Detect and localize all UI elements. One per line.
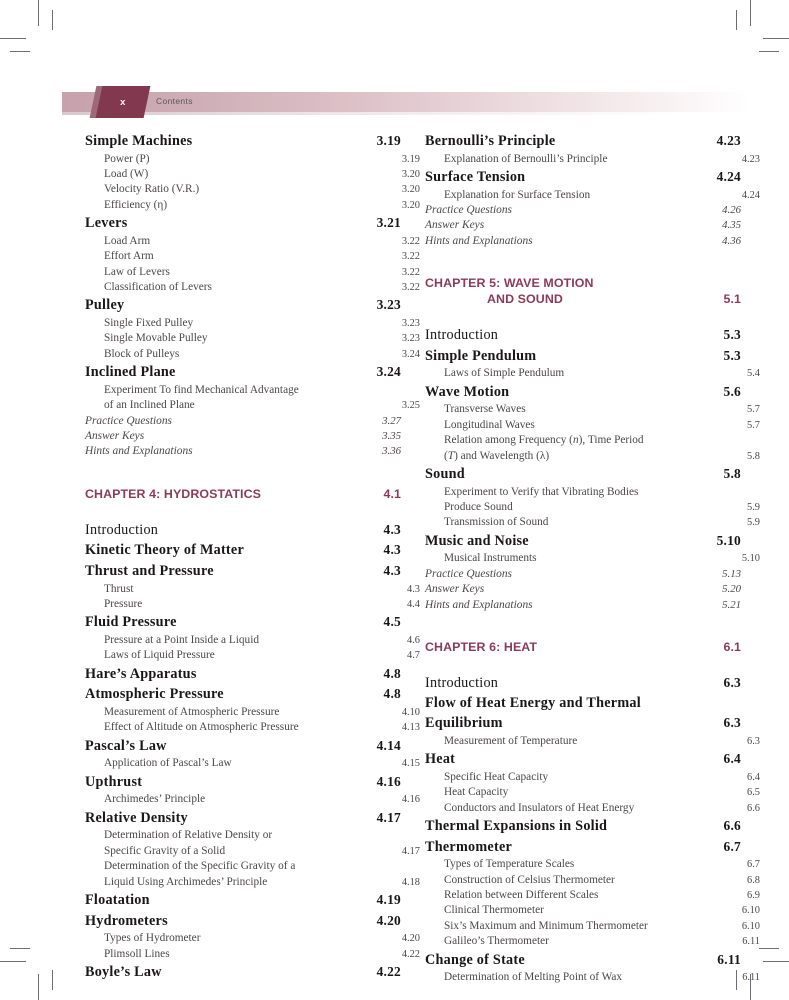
toc-entry-sub[interactable] (85, 167, 420, 182)
toc-entry-page-number: 4.16 (401, 794, 420, 806)
toc-entry-page-number: 4.24 (716, 169, 741, 184)
spacer (425, 249, 741, 275)
toc-entry-label: Produce Sound (444, 501, 513, 514)
toc-entry-label: Heat Capacity (444, 786, 509, 799)
toc-entry-sub[interactable] (425, 770, 760, 785)
running-header-title: Contents (156, 96, 193, 106)
toc-entry-label: Liquid Using Archimedes’ Principle (104, 875, 268, 888)
toc-entry-page-number: 3.21 (376, 215, 401, 231)
toc-entry-page-number: 4.5 (383, 614, 401, 630)
toc-entry-page-number: 4.35 (722, 219, 741, 232)
toc-entry-page-number: 6.4 (747, 771, 760, 783)
toc-entry-sub[interactable] (425, 402, 760, 417)
toc-entry-label: Thermometer (425, 838, 513, 855)
toc-entry-sub[interactable] (425, 485, 760, 500)
toc-entry-heading[interactable] (425, 325, 741, 346)
toc-entry-page-number: 4.4 (407, 599, 420, 611)
toc-entry-heading[interactable] (425, 167, 741, 188)
toc-entry-label: Fluid Pressure (85, 614, 177, 631)
toc-entry-heading[interactable] (425, 131, 741, 152)
toc-entry-sub[interactable] (425, 785, 760, 800)
toc-entry-page-number: 3.25 (401, 400, 420, 412)
toc-entry-label: Introduction (85, 521, 159, 538)
toc-entry-italic[interactable] (425, 567, 741, 582)
toc-entry-heading[interactable] (85, 295, 401, 316)
toc-entry-label: Single Movable Pulley (104, 332, 208, 345)
toc-entry-page-number: 3.22 (401, 251, 420, 263)
toc-entry-sub[interactable] (85, 331, 420, 346)
toc-entry-label: Types of Temperature Scales (444, 858, 575, 871)
toc-entry-sub[interactable] (85, 947, 420, 962)
toc-entry-page-number: 3.27 (382, 414, 401, 427)
page-folio-number: x (120, 96, 126, 108)
toc-entry-page-number: 4.20 (401, 933, 420, 945)
toc-entry-label: Hare’s Apparatus (85, 665, 197, 682)
toc-entry-page-number: 3.19 (376, 133, 401, 148)
toc-entry-sub[interactable] (85, 931, 420, 946)
toc-entry-sub[interactable] (85, 198, 420, 213)
toc-entry-page-number: 4.23 (741, 153, 760, 165)
toc-entry-label: Inclined Plane (85, 364, 176, 381)
crop-mark-top-left-vertical (38, 0, 39, 26)
toc-entry-page-number: 4.23 (716, 133, 741, 148)
spacer (85, 460, 401, 486)
toc-entry-heading[interactable] (425, 464, 741, 485)
toc-entry-label: Plimsoll Lines (104, 947, 170, 960)
toc-entry-heading[interactable] (85, 131, 401, 152)
toc-entry-sub[interactable] (85, 720, 420, 735)
toc-entry-page-number: 5.8 (723, 466, 741, 482)
toc-entry-page-number: 3.22 (401, 282, 420, 294)
toc-entry-page-number: 4.36 (722, 234, 741, 247)
toc-entry-page-number: 4.18 (401, 876, 420, 888)
toc-entry-sub[interactable] (85, 316, 420, 331)
toc-entry-label: Relative Density (85, 809, 188, 826)
toc-entry-page-number: 6.8 (747, 874, 760, 886)
toc-entry-page-number: 4.22 (401, 948, 420, 960)
toc-entry-label: Classification of Levers (104, 281, 212, 294)
toc-entry-page-number: 4.8 (383, 665, 401, 681)
toc-entry-page-number: 3.24 (376, 364, 401, 380)
toc-entry-label: Measurement of Temperature (444, 734, 578, 747)
toc-entry-label: of an Inclined Plane (104, 399, 195, 412)
toc-entry-label: Explanation for Surface Tension (444, 188, 591, 201)
toc-entry-page-number: 4.3 (407, 583, 420, 595)
toc-entry-sub[interactable] (425, 970, 760, 985)
toc-entry-page-number: 4.22 (376, 964, 401, 980)
toc-entry-label: Laws of Liquid Pressure (104, 649, 215, 662)
toc-entry-heading[interactable] (85, 962, 401, 983)
toc-entry-heading[interactable] (85, 684, 401, 705)
toc-entry-page-number: 5.3 (723, 347, 741, 363)
toc-entry-sub[interactable] (85, 398, 420, 413)
toc-entry-heading[interactable] (425, 346, 741, 367)
toc-entry-label: Determination of the Specific Gravity of a (104, 860, 296, 873)
toc-entry-sub[interactable] (85, 875, 420, 890)
toc-entry-page-number: 3.20 (401, 199, 420, 211)
toc-entry-italic[interactable] (425, 218, 741, 233)
toc-entry-page-number: 6.7 (723, 838, 741, 854)
toc-entry-label: Pressure at a Point Inside a Liquid (104, 634, 259, 647)
toc-entry-italic[interactable] (425, 234, 741, 249)
toc-entry-page-number: 5.4 (747, 368, 760, 380)
toc-entry-sub[interactable] (425, 734, 760, 749)
chapter-heading[interactable] (425, 639, 741, 655)
toc-entry-label: Determination of Melting Point of Wax (444, 971, 623, 984)
toc-entry-label: Change of State (425, 951, 525, 968)
toc-entry-page-number: 4.7 (407, 650, 420, 662)
chapter-page-number: 4.1 (383, 486, 401, 501)
toc-entry-sub[interactable] (85, 597, 420, 612)
toc-entry-sub[interactable] (85, 249, 420, 264)
toc-entry-label: Hydrometers (85, 912, 168, 929)
toc-entry-label: Hints and Explanations (85, 445, 193, 458)
crop-mark-top-left-inner-v (52, 10, 53, 30)
toc-entry-sub[interactable] (425, 500, 760, 515)
toc-entry-page-number: 4.14 (376, 737, 401, 753)
crop-mark-top-right-inner-v (736, 10, 737, 30)
toc-entry-heading[interactable] (85, 612, 401, 633)
toc-entry-label: Relation between Different Scales (444, 889, 599, 902)
toc-entry-label: Upthrust (85, 773, 143, 790)
toc-entry-label: Floatation (85, 892, 150, 909)
toc-entry-italic[interactable] (85, 414, 401, 429)
toc-entry-label: Laws of Simple Pendulum (444, 367, 565, 380)
toc-entry-page-number: 4.8 (383, 686, 401, 702)
toc-entry-heading[interactable] (425, 694, 741, 714)
toc-entry-page-number: 3.36 (382, 445, 401, 458)
toc-entry-page-number: 4.3 (383, 542, 401, 558)
toc-entry-sub[interactable] (85, 844, 420, 859)
toc-entry-sub[interactable] (425, 903, 760, 918)
toc-entry-italic[interactable] (425, 598, 741, 613)
toc-entry-sub[interactable] (85, 347, 420, 362)
toc-entry-label: Thrust and Pressure (85, 563, 214, 580)
toc-entry-page-number: 6.11 (717, 951, 741, 967)
toc-entry-page-number: 4.17 (376, 809, 401, 825)
toc-entry-label: Thermal Expansions in Solid (425, 818, 608, 835)
toc-entry-sub[interactable] (425, 433, 760, 448)
toc-entry-label: Levers (85, 215, 128, 232)
toc-entry-label: Answer Keys (425, 583, 485, 596)
toc-entry-page-number: 6.10 (741, 920, 760, 932)
toc-entry-label: Pressure (104, 598, 143, 611)
toc-entry-heading[interactable] (425, 816, 741, 837)
toc-entry-label: Types of Hydrometer (104, 932, 201, 945)
toc-entry-label: Load (W) (104, 168, 149, 180)
toc-entry-sub[interactable] (85, 582, 420, 597)
toc-entry-label: Galileo’s Thermometer (444, 935, 549, 948)
toc-entry-label: Construction of Celsius Thermometer (444, 873, 615, 886)
toc-entry-page-number: 3.22 (401, 266, 420, 278)
toc-entry-heading[interactable] (425, 749, 741, 770)
toc-entry-page-number: 5.7 (747, 404, 760, 416)
toc-entry-page-number: 6.9 (747, 890, 760, 902)
toc-entry-sub[interactable] (85, 633, 420, 648)
toc-entry-page-number: 3.23 (401, 333, 420, 345)
toc-entry-sub[interactable] (425, 857, 760, 872)
toc-entry-page-number: 3.20 (401, 169, 420, 180)
toc-entry-page-number: 4.20 (376, 912, 401, 928)
toc-entry-label: Experiment to Verify that Vibrating Bodies (444, 485, 639, 498)
chapter-page-number: 6.1 (723, 640, 741, 655)
toc-entry-page-number: 6.6 (723, 818, 741, 834)
toc-entry-heading[interactable] (85, 561, 401, 582)
toc-entry-label: Hints and Explanations (425, 234, 533, 247)
toc-entry-label: Clinical Thermometer (444, 904, 544, 917)
toc-entry-italic[interactable] (425, 582, 741, 597)
toc-entry-sub[interactable] (85, 265, 420, 280)
toc-entry-page-number: 4.16 (376, 773, 401, 789)
toc-entry-page-number: 4.24 (741, 189, 760, 201)
toc-entry-sub[interactable] (425, 801, 760, 816)
toc-entry-page-number: 6.11 (742, 936, 760, 948)
toc-entry-label: Relation among Frequency (n), Time Period (444, 434, 644, 447)
toc-entry-heading[interactable] (85, 808, 401, 829)
toc-entry-sub[interactable] (425, 934, 760, 949)
toc-entry-italic[interactable] (85, 429, 401, 444)
toc-entry-page-number: 5.9 (747, 502, 760, 514)
chapter-heading-label: CHAPTER 6: HEAT (425, 640, 538, 655)
toc-entry-heading[interactable] (425, 531, 741, 552)
toc-entry-label: Velocity Ratio (V.R.) (104, 183, 200, 196)
toc-entry-heading[interactable] (85, 890, 401, 911)
spacer (85, 502, 401, 520)
spacer (425, 307, 741, 325)
toc-entry-page-number: 3.23 (401, 318, 420, 330)
toc-column-left (85, 131, 420, 986)
toc-entry-label: Application of Pascal’s Law (104, 757, 232, 770)
toc-entry-italic[interactable] (425, 203, 741, 218)
toc-entry-label: Introduction (425, 327, 499, 344)
spacer (425, 613, 741, 639)
toc-entry-label: Specific Heat Capacity (444, 770, 549, 783)
crop-mark-top-right-horizontal (763, 38, 789, 39)
toc-entry-sub[interactable] (425, 188, 760, 203)
toc-entry-label: Longitudinal Waves (444, 418, 535, 431)
toc-entry-page-number: 6.5 (747, 787, 760, 799)
chapter-heading[interactable] (85, 486, 401, 502)
chapter-heading[interactable] (425, 275, 741, 307)
toc-entry-sub[interactable] (85, 182, 420, 197)
toc-entry-heading[interactable] (425, 837, 741, 858)
toc-entry-sub[interactable] (85, 828, 420, 843)
toc-entry-label: Equilibrium (425, 715, 503, 732)
toc-entry-heading[interactable] (85, 736, 401, 757)
toc-entry-sub[interactable] (85, 280, 420, 295)
toc-entry-label: Atmospheric Pressure (85, 686, 224, 703)
toc-entry-heading[interactable] (85, 911, 401, 932)
toc-entry-label: Experiment To find Mechanical Advantage (104, 383, 299, 396)
toc-column-right (425, 131, 760, 986)
toc-entry-heading[interactable] (85, 540, 401, 561)
toc-entry-page-number: 4.19 (376, 892, 401, 908)
toc-entry-label: Transmission of Sound (444, 516, 549, 529)
toc-entry-page-number: 3.24 (401, 348, 420, 360)
toc-entry-label: Specific Gravity of a Solid (104, 844, 226, 857)
toc-entry-sub[interactable] (425, 919, 760, 934)
toc-entry-label: Effort Arm (104, 250, 154, 263)
chapter-heading-label: CHAPTER 4: HYDROSTATICS (85, 486, 262, 501)
toc-entry-page-number: 6.11 (742, 972, 760, 984)
toc-entry-page-number: 4.3 (383, 563, 401, 579)
toc-entry-sub[interactable] (425, 515, 760, 530)
toc-entry-label: Surface Tension (425, 169, 526, 185)
toc-entry-heading[interactable] (425, 950, 741, 971)
toc-entry-label: Practice Questions (85, 414, 172, 427)
toc-entry-page-number: 6.6 (747, 802, 760, 814)
toc-entry-page-number: 5.10 (716, 532, 741, 548)
toc-entry-page-number: 6.3 (747, 735, 760, 747)
toc-entry-page-number: 6.4 (723, 751, 741, 767)
toc-entry-heading[interactable] (85, 772, 401, 793)
toc-entry-page-number: 3.35 (382, 430, 401, 443)
toc-entry-label: Six’s Maximum and Minimum Thermometer (444, 919, 648, 932)
toc-entry-page-number: 5.8 (747, 450, 760, 462)
toc-entry-label: Sound (425, 466, 465, 483)
toc-entry-label: Practice Questions (425, 204, 512, 216)
toc-entry-label: Load Arm (104, 234, 151, 247)
toc-entry-heading[interactable] (85, 664, 401, 685)
toc-entry-page-number: 4.17 (401, 845, 420, 857)
crop-mark-top-right-inner (759, 51, 779, 52)
toc-entry-sub[interactable] (85, 234, 420, 249)
toc-entry-heading[interactable] (425, 382, 741, 403)
toc-entry-page-number: 5.21 (722, 598, 741, 611)
toc-entry-page-number: 5.9 (747, 517, 760, 529)
toc-entry-page-number: 4.26 (722, 204, 741, 216)
toc-entry-label: Efficiency (η) (104, 198, 168, 211)
toc-entry-italic[interactable] (85, 444, 401, 459)
running-header-shadow (62, 112, 749, 115)
toc-entry-page-number: 5.20 (722, 583, 741, 596)
toc-entry-label: Hints and Explanations (425, 598, 533, 611)
toc-entry-label: Answer Keys (85, 430, 145, 443)
toc-entry-page-number: 5.13 (722, 567, 741, 580)
toc-entry-sub[interactable] (425, 418, 760, 433)
toc-entry-label: Answer Keys (425, 219, 485, 232)
toc-entry-sub[interactable] (85, 756, 420, 771)
toc-entry-label: Simple Pendulum (425, 347, 537, 364)
toc-entry-page-number: 6.10 (741, 905, 760, 917)
toc-entry-page-number: 6.3 (723, 675, 741, 691)
toc-entry-label: Musical Instruments (444, 552, 537, 565)
toc-entry-sub[interactable] (85, 383, 420, 398)
toc-entry-label: Simple Machines (85, 133, 193, 149)
spacer (425, 655, 741, 673)
toc-entry-label: Wave Motion (425, 383, 510, 400)
toc-entry-label: Pulley (85, 297, 125, 314)
toc-entry-sub[interactable] (85, 859, 420, 874)
toc-entry-label: Conductors and Insulators of Heat Energy (444, 801, 635, 814)
toc-entry-label: Block of Pulleys (104, 347, 180, 360)
toc-entry-page-number: 3.20 (401, 184, 420, 196)
toc-entry-heading[interactable] (85, 213, 401, 234)
toc-entry-sub[interactable] (85, 648, 420, 663)
toc-entry-page-number: 4.10 (401, 707, 420, 719)
toc-entry-sub[interactable] (85, 152, 420, 167)
toc-entry-label: Music and Noise (425, 532, 529, 549)
chapter-page-number: 5.1 (723, 292, 741, 307)
toc-entry-label: Effect of Altitude on Atmospheric Pressure (104, 721, 299, 734)
toc-entry-label: Heat (425, 751, 456, 768)
toc-entry-page-number: 5.6 (723, 383, 741, 399)
toc-entry-sub[interactable] (425, 449, 760, 464)
toc-entry-label: Pascal’s Law (85, 737, 167, 754)
toc-entry-page-number: 4.13 (401, 722, 420, 734)
crop-mark-top-left-horizontal (0, 38, 26, 39)
table-of-contents (0, 131, 789, 986)
chapter-heading-label: CHAPTER 5: WAVE MOTION AND SOUND (425, 275, 701, 307)
toc-entry-label: Bernoulli’s Principle (425, 133, 556, 149)
toc-entry-page-number: 5.10 (741, 553, 760, 565)
toc-entry-page-number: 4.6 (407, 635, 420, 647)
toc-entry-page-number: 5.3 (723, 327, 741, 343)
toc-entry-label: Measurement of Atmospheric Pressure (104, 706, 280, 719)
toc-entry-sub[interactable] (425, 366, 760, 381)
toc-entry-sub[interactable] (425, 888, 760, 903)
toc-entry-page-number: 3.22 (401, 235, 420, 247)
toc-entry-label: Flow of Heat Energy and Thermal (425, 694, 641, 711)
toc-entry-page-number: 3.23 (376, 297, 401, 313)
toc-entry-page-number: 3.19 (401, 153, 420, 165)
toc-entry-label: Thrust (104, 582, 134, 595)
chapter-heading-label-line2: AND SOUND (487, 292, 563, 307)
toc-entry-sub[interactable] (425, 551, 760, 566)
toc-entry-label: Boyle’s Law (85, 964, 162, 981)
toc-entry-page-number: 6.3 (723, 715, 741, 731)
toc-entry-page-number: 5.7 (747, 419, 760, 431)
toc-entry-label: Practice Questions (425, 567, 512, 580)
toc-entry-heading[interactable] (85, 362, 401, 383)
toc-entry-label: Archimedes’ Principle (104, 793, 206, 806)
toc-entry-heading[interactable] (425, 713, 741, 734)
toc-entry-sub[interactable] (425, 873, 760, 888)
toc-entry-page-number: 4.15 (401, 758, 420, 770)
toc-entry-label: Determination of Relative Density or (104, 829, 273, 842)
toc-entry-sub[interactable] (85, 705, 420, 720)
toc-entry-label: Introduction (425, 675, 499, 692)
toc-entry-label: Explanation of Bernoulli’s Principle (444, 152, 608, 165)
crop-mark-top-right-vertical (750, 0, 751, 26)
toc-entry-heading[interactable] (85, 520, 401, 541)
toc-entry-label: Single Fixed Pulley (104, 317, 194, 330)
toc-entry-label: Transverse Waves (444, 403, 526, 416)
toc-entry-label: Law of Levers (104, 265, 170, 278)
toc-entry-sub[interactable] (85, 792, 420, 807)
toc-entry-label: Power (P) (104, 152, 150, 165)
toc-entry-label: (T) and Wavelength (λ) (444, 449, 550, 462)
crop-mark-top-left-inner (10, 51, 30, 52)
toc-entry-sub[interactable] (425, 152, 760, 167)
toc-entry-heading[interactable] (425, 673, 741, 694)
toc-entry-page-number: 4.3 (383, 521, 401, 537)
toc-entry-label: Kinetic Theory of Matter (85, 542, 244, 559)
toc-entry-page-number: 6.7 (747, 859, 760, 871)
